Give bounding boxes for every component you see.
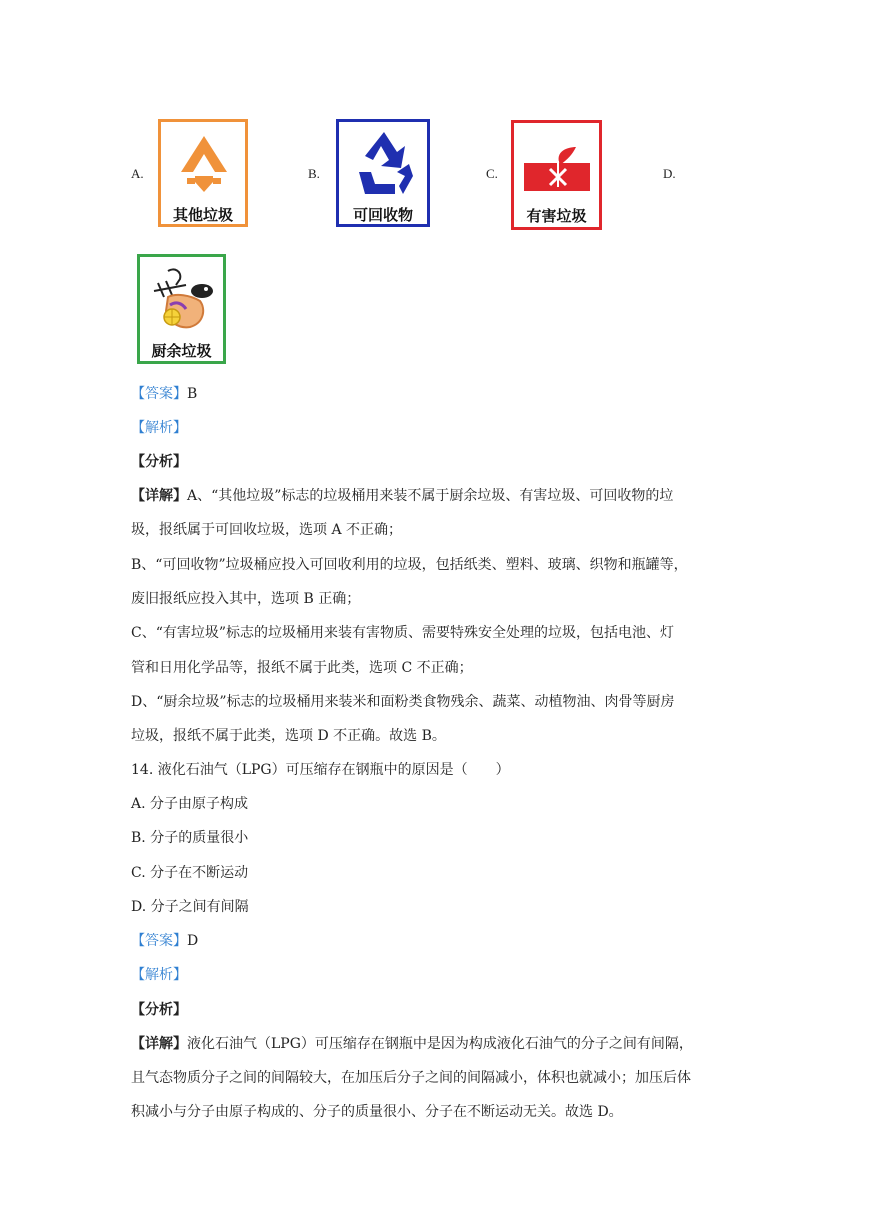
- q14-answer-tag: 【答案】: [131, 933, 187, 949]
- option-b-letter: B.: [308, 166, 320, 181]
- q14-analysis-tag: 【解析】: [131, 967, 187, 983]
- q13-detail-line-7: D、“厨余垃圾”标志的垃圾桶用来装米和面粉类食物残余、蔬菜、动植物油、肉骨等厨房: [131, 694, 675, 710]
- other-waste-label: 其他垃圾: [172, 206, 233, 224]
- q13-detail-line-4: 废旧报纸应投入其中，选项 B 正确；: [131, 591, 361, 607]
- other-waste-arrow-icon: [175, 132, 233, 194]
- q14-option-c: C. 分子在不断运动: [131, 865, 249, 881]
- q13-answer-tag: 【答案】: [131, 386, 187, 402]
- q14-detail-line-3: 积减小与分子由原子构成的、分子的质量很小、分子在不断运动无关。故选 D。: [131, 1104, 623, 1120]
- option-c-letter: C.: [486, 166, 498, 181]
- q13-detail-line-6: 管和日用化学品等，报纸不属于此类，选项 C 不正确；: [131, 660, 473, 676]
- q13-detail-line-8: 垃圾，报纸不属于此类，选项 D 不正确。故选 B。: [131, 728, 446, 744]
- hazardous-label: 有害垃圾: [526, 207, 587, 225]
- recycle-icon: [351, 128, 417, 198]
- food-scraps-icon: [146, 265, 220, 335]
- q14-answer-value: D: [187, 933, 199, 949]
- q13-detail-text-1: A、“其他垃圾”标志的垃圾桶用来装不属于厨余垃圾、有害垃圾、可回收物的垃: [187, 488, 674, 504]
- option-d-letter: D.: [663, 166, 676, 181]
- hazard-plant-icon: [524, 141, 590, 191]
- q13-detail-line-2: 圾，报纸属于可回收垃圾，选项 A 不正确；: [131, 522, 403, 538]
- recyclable-sign: [336, 119, 430, 227]
- recyclable-label: 可回收物: [352, 206, 413, 224]
- other-waste-sign: [158, 119, 248, 227]
- q14-detail-text-1: 液化石油气（LPG）可压缩存在钢瓶中是因为构成液化石油气的分子之间有间隔，: [187, 1036, 693, 1052]
- q14-detail-tag: 【详解】: [131, 1036, 187, 1052]
- q14-answer-line: [131, 931, 198, 951]
- q13-detail-line-3: B、“可回收物”垃圾桶应投入可回收利用的垃圾，包括纸类、塑料、玻璃、织物和瓶罐等，: [131, 557, 688, 573]
- option-a-letter: A.: [131, 166, 144, 181]
- q14-fenxi-tag: 【分析】: [131, 1002, 187, 1018]
- q14-detail-line-1: [131, 1034, 693, 1054]
- hazardous-sign: [511, 120, 602, 230]
- q14-option-a: A. 分子由原子构成: [131, 796, 249, 812]
- kitchen-waste-label: 厨余垃圾: [151, 342, 212, 360]
- q13-detail-tag: 【详解】: [131, 488, 187, 504]
- q13-answer-line: [131, 384, 197, 404]
- q13-analysis-tag: 【解析】: [131, 420, 187, 436]
- q14-detail-line-2: 且气态物质分子之间的间隔较大，在加压后分子之间的间隔减小，体积也就减小；加压后体: [131, 1070, 691, 1086]
- q13-detail-line-5: C、“有害垃圾”标志的垃圾桶用来装有害物质、需要特殊安全处理的垃圾，包括电池、灯: [131, 625, 675, 641]
- kitchen-waste-sign: [137, 254, 226, 364]
- q13-fenxi-tag: 【分析】: [131, 454, 187, 470]
- q14-option-b: B. 分子的质量很小: [131, 830, 249, 846]
- q14-option-d: D. 分子之间有间隔: [131, 899, 249, 915]
- q14-stem: 14. 液化石油气（LPG）可压缩存在钢瓶中的原因是（ ）: [131, 762, 510, 778]
- q13-answer-value: B: [187, 386, 198, 402]
- q13-detail-line-1: [131, 486, 673, 506]
